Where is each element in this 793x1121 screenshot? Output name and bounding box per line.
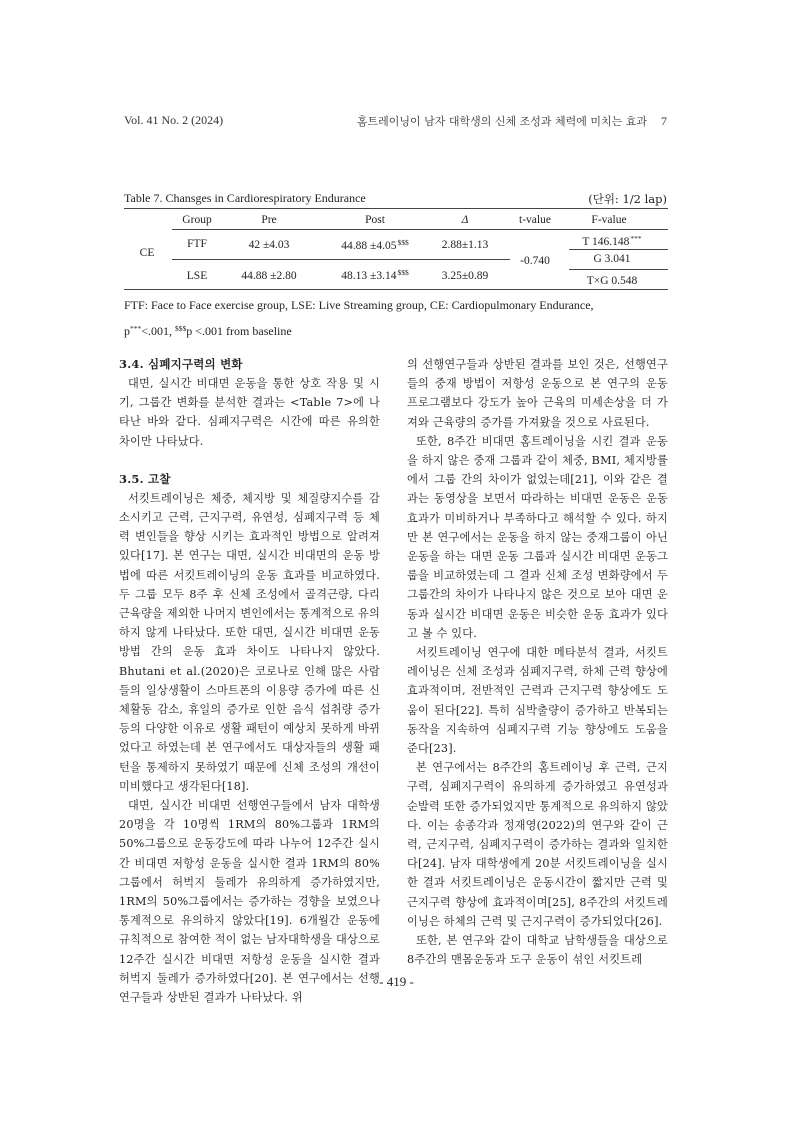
left-column bbox=[119, 355, 380, 1007]
col-header-group: Group bbox=[182, 214, 212, 226]
table-cell-pre: 42 ±4.03 bbox=[248, 239, 290, 251]
journal-volume: Vol. 41 No. 2 (2024) bbox=[124, 113, 224, 127]
post-value: 48.13 ±3.14 bbox=[341, 270, 397, 282]
paragraph: 대면, 실시간 비대면 선행연구들에서 남자 대학생 20명을 각 10명씩 1RM의 80%그룹과 1RM의 50%그룹으로 운동강도에 따라 나누어 12주간 실시간 비대면 저항성 운동을 실시한 결과 1RM의 80%그룹에서 허벅지 둘레가 유의하게 증가하였지만, 1RM의 50%그룹에서는 증가하는 경향을 보였으나 통계적으로 유의하지 않았다[19]. 6개월간 운동에 규칙적으로 참여한 적이 없는 남자대학생을 대상으로 12주간 실시간 비대면 저항성 운동을 실시한 결과 허벅지 둘레가 증가하였다[20]. 본 연구에서는 선행연구들과 상반된 결과가 나타났다. 위 bbox=[119, 799, 380, 1005]
paragraph: 서킷트레이닝은 체중, 체지방 및 체질량지수를 감소시키고 근력, 근지구력, 유연성, 심폐지구력 등 체력 변인들을 향상 시키는 효과적인 방법으로 알려져 있다[17]. 본 연구는 대면, 실시간 비대면의 운동 방법에 따른 서킷트레이닝의 운동 효과를 비교하였다. 두 그룹 모두 8주 후 신체 조성에서 골격근량, 다리 근육량을 제외한 나머지 변인에서는 통계적으로 유의하지 않게 나타났다. 또한 대면, 실시간 비대면 운동 방법 간의 운동 효과 차이도 나타나지 않았다. Bhutani et al.(2020)은 코로나로 인해 많은 사람들의 일상생활이 스마트폰의 이용량 증가에 따른 신체활동 감소, 휴일의 증가로 인한 음식 섭취량 증가 등의 다양한 이유로 생활 패턴이 예상치 못하게 바뀌었다고 하였는데 본 연구에서도 대상자들의 생활 패턴을 통제하지 못하였기 때문에 신체 조성의 개선이 미비했다고 생각된다[18]. bbox=[119, 491, 380, 793]
table-cell-pre: 44.88 ±2.80 bbox=[241, 270, 297, 282]
running-title bbox=[357, 113, 667, 129]
f-value-text: T 146.148 bbox=[582, 236, 630, 248]
table-caption: Table 7. Chansges in Cardiorespiratory Endurance bbox=[124, 191, 366, 205]
table-cell-delta: 3.25±0.89 bbox=[441, 270, 489, 282]
paragraph: 의 선행연구들과 상반된 결과를 보인 것은, 선행연구들의 중재 방법이 저항성 운동으로 본 연구의 운동 프로그램보다 강도가 높아 근육의 미세손상을 더 가져와 근육량의 증가를 가져왔을 것으로 사료된다. bbox=[407, 358, 668, 429]
table-row-rule bbox=[172, 259, 510, 260]
paragraph: 또한, 본 연구와 같이 대학교 남학생들을 대상으로 8주간의 맨몸운동과 도구 운동이 섞인 서킷트레 bbox=[407, 934, 668, 967]
table-cell-post bbox=[341, 268, 408, 282]
results-table bbox=[124, 208, 668, 290]
right-column bbox=[407, 355, 668, 970]
fvalue-rule-1 bbox=[569, 249, 668, 250]
post-significance: $$$ bbox=[397, 238, 409, 247]
row-label-ce: CE bbox=[139, 247, 155, 259]
paragraph: 서킷트레이닝 연구에 대한 메타분석 결과, 서킷트레이닝은 신체 조성과 심폐지구력, 하체 근력 향상에 효과적이며, 전반적인 근력과 근지구력 향상에도 도움이 된다[22]. 특히 심박출량이 증가하고 반복되는 동작을 지속하여 심폐지구력 기능 향상에도 도움을 준다[23]. bbox=[407, 646, 668, 756]
post-significance: $$$ bbox=[397, 268, 409, 277]
table-unit: (단위: 1/2 lap) bbox=[588, 192, 667, 206]
col-header-t-value: t-value bbox=[519, 214, 551, 226]
running-title-text: 홈트레이닝이 남자 대학생의 신체 조성과 체력에 미치는 효과 bbox=[356, 115, 647, 128]
table-footnote bbox=[124, 294, 669, 343]
page-number: - 419 - bbox=[379, 974, 414, 989]
f-value-group: G 3.041 bbox=[593, 253, 631, 265]
paragraph: 본 연구에서는 8주간의 홈트레이닝 후 근력, 근지구력, 심폐지구력이 유의하게 증가하였고 유연성과 순발력 또한 증가되었지만 통계적으로 유의하지 않았다. 이는 송종각과 정재영(2022)의 연구와 같이 근력, 근지구력, 심폐지구력이 증가하는 결과와 일치한다[24]. 남자 대학생에게 20분 서킷트레이닝을 실시한 결과 서킷트레이닝은 운동시간이 짧지만 근력 및 근지구력 향상에 효과적이며[25], 8주간의 서킷트레이닝은 하체의 근력 및 근지구력이 증가되었다[26]. bbox=[407, 761, 668, 928]
f-value-significance: *** bbox=[630, 234, 642, 243]
table-cell-delta: 2.88±1.13 bbox=[441, 239, 489, 251]
footnote-sup-2: $$$ bbox=[175, 324, 187, 333]
footnote-mid: <.001, bbox=[141, 324, 176, 338]
footnote-sup-1: *** bbox=[130, 324, 142, 333]
f-value-time bbox=[582, 234, 641, 248]
table-header-rule bbox=[172, 229, 668, 230]
table-cell-post bbox=[341, 238, 408, 252]
f-value-interaction: T×G 0.548 bbox=[586, 275, 638, 287]
post-value: 44.88 ±4.05 bbox=[341, 240, 397, 252]
fvalue-rule-2 bbox=[569, 269, 668, 270]
footnote-p: p bbox=[124, 324, 130, 338]
section-heading-3-4: 3.4. 심폐지구력의 변화 bbox=[119, 357, 243, 371]
t-value-cell: -0.740 bbox=[520, 255, 550, 267]
table-top-rule bbox=[124, 208, 668, 209]
table-bottom-rule bbox=[124, 289, 668, 290]
footnote-line-1: FTF: Face to Face exercise group, LSE: Live Streaming group, CE: Cardiopulmonary Endurance, bbox=[124, 298, 594, 312]
footnote-end: p <.001 from baseline bbox=[186, 324, 292, 338]
col-header-post: Post bbox=[365, 214, 385, 226]
col-header-f-value: F-value bbox=[591, 214, 627, 226]
footnote-line-2 bbox=[124, 317, 669, 343]
table-cell-group: LSE bbox=[186, 270, 208, 282]
paragraph: 대면, 실시간 비대면 운동을 통한 상호 작용 및 시기, 그룹간 변화를 분석한 결과는 <Table 7>에 나타난 바와 같다. 심폐지구력은 시간에 따른 유의한 차이만 나타났다. bbox=[119, 377, 380, 448]
paragraph: 또한, 8주간 비대면 홈트레이닝을 시킨 결과 운동을 하지 않은 중재 그룹과 같이 체중, BMI, 체지방률에서 그룹 간의 차이가 없었는데[21], 이와 같은 결과는 동영상을 보면서 따라하는 비대면 운동은 운동 효과가 미비하거나 부족하다고 해석할 수 있다. 하지만 본 연구에서는 운동을 하지 않는 중재그룹이 아닌 운동을 하는 대면 운동 그룹과 실시간 비대면 운동그룹을 비교하였는데 그 결과 신체 조성 변화량에서 두 그룹간의 차이가 나타나지 않은 것으로 보아 대면 운동과 실시간 비대면 운동은 비슷한 운동 효과가 있다고 볼 수 있다. bbox=[407, 434, 668, 640]
col-header-pre: Pre bbox=[261, 214, 277, 226]
header-page-number: 7 bbox=[661, 114, 667, 128]
table-cell-group: FTF bbox=[187, 238, 207, 250]
section-heading-3-5: 3.5. 고찰 bbox=[119, 471, 171, 486]
col-header-delta: Δ bbox=[461, 214, 469, 226]
